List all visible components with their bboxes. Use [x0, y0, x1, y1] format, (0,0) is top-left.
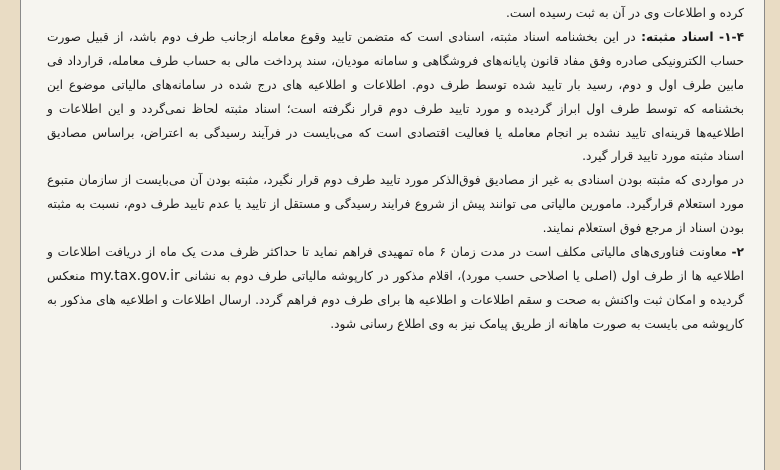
document-body — [47, 2, 744, 337]
section-2-paragraph — [47, 241, 744, 337]
section-1-4-number: ۱-۴- — [719, 29, 745, 44]
document-page — [20, 0, 765, 470]
section-2-text-after: منعکس گردیده و امکان ثبت واکنش به صحت و سقم اطلاعات و اطلاعیه ها برای طرف دوم فراهم گردد. ارسال اطلاعات و اطلاعیه های مذکور به کارپوشه می بایست به صورت ماهانه از طریق پیامک نیز به وی اطلاع رسانی شود. — [47, 268, 744, 331]
tax-portal-link[interactable]: my.tax.gov.ir — [89, 267, 180, 284]
section-2-text-before: معاونت فناوری‌های مالیاتی مکلف است در مدت زمان ۶ ماه تمهیدی فراهم نماید تا حداکثر ظرف مدت یک ماه از دریافت اطلاعات و اطلاعیه ها از طرف اول (اصلی یا اصلاحی حسب مورد)، اقلام مذکور در کارپوشه مالیاتی طرف دوم به نشانی — [47, 245, 744, 283]
intro-line: کرده و اطلاعات وی در آن به ثبت رسیده است. — [506, 6, 744, 20]
section-2-number: ۲- — [731, 245, 744, 260]
section-1-4-paragraph — [47, 26, 744, 169]
section-1-4-text: در این بخشنامه اسناد مثبته، اسنادی است که متضمن تایید وقوع معامله ازجانب طرف دوم باشد، از قبیل صورت حساب الکترونیکی صادره وفق مفاد قانون پایانه‌های فروشگاهی و سامانه مودیان، سند پرداخت مالی به حساب طرف معامله، قرارداد فی مابین طرف اول و دوم، رسید بار تایید شده توسط طرف دوم. اطلاعات و اطلاعیه های درج شده در سامانه‌های مالیاتی موضوع این بخشنامه که توسط طرف اول ابراز گردیده و مورد تایید طرف دوم قرار نگرفته است؛ اسناد مثبته لحاظ نمی‌گردد و این اطلاعات و اطلاعیه‌ها قرینه‌ای تایید نشده بر انجام معامله یا فعالیت اقتصادی است که می‌بایست در فرآیند رسیدگی به اعتراض، براساس مصادیق اسناد مثبته مورد تایید قرار گیرد. — [47, 29, 744, 164]
inquiry-paragraph: در مواردی که مثبته بودن اسنادی به غیر از مصادیق فوق‌الذکر مورد تایید طرف دوم قرار نگیرد، مثبته بودن آن می‌بایست از سازمان متبوع مورد استعلام قرارگیرد. مامورین مالیاتی می توانند پیش از شروع فرایند رسیدگی و مستقل از تایید یا عدم تایید طرف دوم، نسبت به مثبته بودن اسناد از مرجع فوق استعلام نمایند. — [47, 173, 744, 236]
section-1-4-label: اسناد مثبته: — [641, 29, 714, 44]
